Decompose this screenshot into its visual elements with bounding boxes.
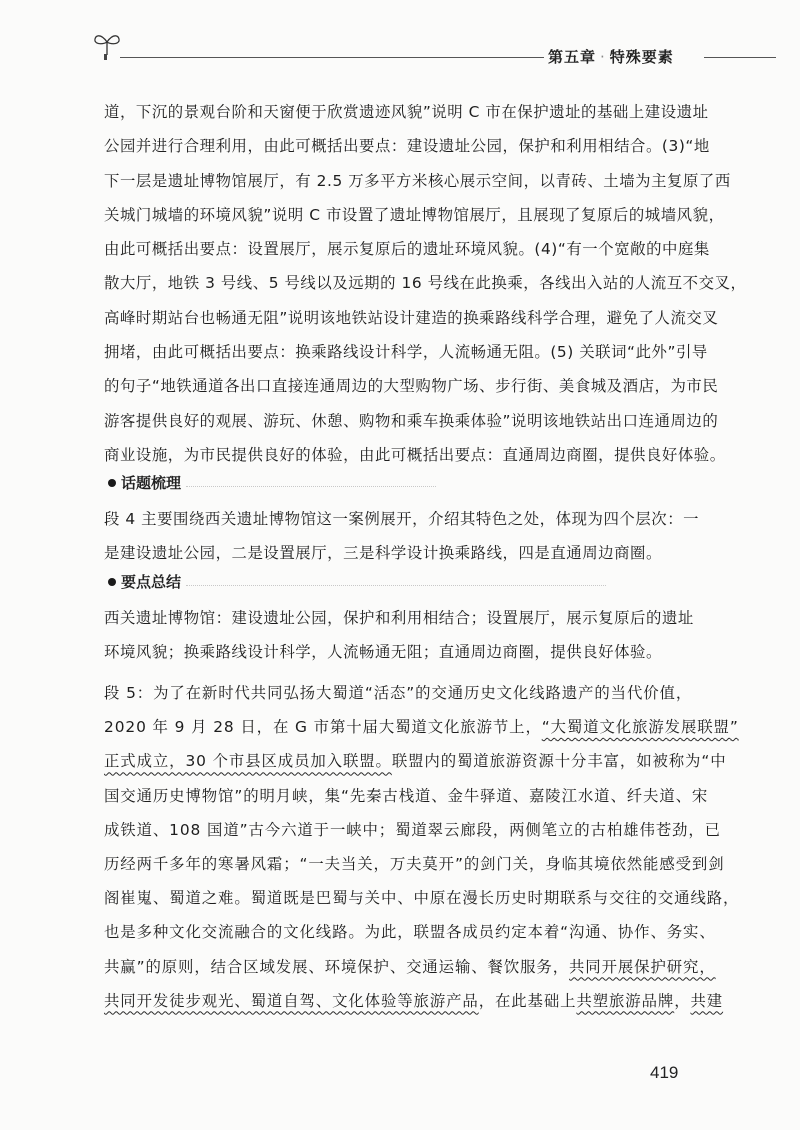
text-line: 段 5：为了在新时代共同弘扬大蜀道“活态”的交通历史文化线路遗产的当代价值， xyxy=(104,684,693,702)
text-line: 历经两千多年的寒暑风霜；“一夫当关，万夫莫开”的剑门关，身临其境依然能感受到剑 xyxy=(104,854,725,873)
text-span: 2020 年 9 月 28 日，在 G 市第十届大蜀道文化旅游节上， xyxy=(104,718,542,737)
underlined-phrase: 共建 xyxy=(690,991,724,1010)
summary-heading xyxy=(108,571,181,592)
text-line: 高峰时期站台也畅通无阻”说明该地铁站设计建造的换乘路线科学合理，避免了人流交叉 xyxy=(104,308,719,327)
underlined-phrase: 共同开展保护研究， xyxy=(569,957,716,976)
chapter-title: 特殊要素 xyxy=(609,48,674,66)
chapter-label: 第五章 xyxy=(548,48,597,66)
page-number: 419 xyxy=(650,1063,679,1082)
header-rule-right xyxy=(704,57,776,58)
text-line: 西关遗址博物馆：建设遗址公园，保护和利用相结合；设置展厅，展示复原后的遗址 xyxy=(104,609,694,627)
summary-paragraph xyxy=(104,601,694,670)
text-line: 关城门城墙的环境风貌”说明 C 市设置了遗址博物馆展厅，且展现了复原后的城墙风貌， xyxy=(104,205,725,224)
header-rule-left xyxy=(120,57,544,58)
text-line xyxy=(104,744,727,778)
text-span: 共赢”的原则，结合区域发展、环境保护、交通运输、餐饮服务， xyxy=(104,957,570,976)
text-line: 的句子“地铁通道各出口直接连通周边的大型购物广场、步行街、美食城及酒店，为市民 xyxy=(104,377,719,396)
bullet-icon xyxy=(108,578,116,586)
topic-paragraph xyxy=(104,502,700,571)
text-line: 游客提供良好的观展、游玩、休憩、购物和乘车换乘体验”说明该地铁站出口连通周边的 xyxy=(104,411,719,430)
dotted-rule xyxy=(186,486,436,487)
bullet-icon xyxy=(108,479,116,487)
text-line: 也是多种文化交流融合的文化线路。为此，联盟各成员约定本着“沟通、协作、务实、 xyxy=(104,923,716,942)
text-line xyxy=(104,984,724,1018)
text-line xyxy=(104,710,739,744)
chapter-heading: 第五章 · 特殊要素 xyxy=(548,48,674,66)
text-line: 阁崔嵬、蜀道之难。蜀道既是巴蜀与关中、中原在漫长历史时期联系与交往的交通线路， xyxy=(104,889,740,908)
dotted-rule xyxy=(186,585,606,586)
underlined-phrase: “大蜀道文化旅游发展联盟” xyxy=(541,718,739,737)
text-line: 成铁道、108 国道”古今六道于一峡中；蜀道翠云廊段，两侧笔立的古柏雄伟苍劲，已 xyxy=(104,820,721,839)
text-span: 联盟内的蜀道旅游资源十分丰富，如被称为“中 xyxy=(391,752,727,771)
text-line: 道，下沉的景观台阶和天窗便于欣赏遗迹风貌”说明 C 市在保护遗址的基础上建设遗址 xyxy=(104,103,709,121)
paragraph-analysis xyxy=(104,95,747,472)
text-line: 散大厅，地铁 3 号线、5 号线以及远期的 16 号线在此换乘，各线出入站的人流互不交叉， xyxy=(104,274,747,293)
underlined-phrase: 共同开发徒步观光、蜀道自驾、文化体验等旅游产品 xyxy=(104,991,479,1010)
text-line: 由此可概括出要点：设置展厅，展示复原后的遗址环境风貌。(4)“有一个宽敞的中庭集 xyxy=(104,240,710,259)
text-line: 国交通历史博物馆”的明月峡，集“先秦古栈道、金牛驿道、嘉陵江水道、纤夫道、宋 xyxy=(104,786,709,805)
header-dash xyxy=(104,54,107,60)
paragraph-5 xyxy=(104,676,740,1018)
underlined-phrase: 共塑旅游品牌 xyxy=(576,991,675,1010)
text-line: 拥堵，由此可概括出要点：换乘路线设计科学，人流畅通无阻。(5) 关联词“此外”引导 xyxy=(104,343,708,362)
sprout-icon xyxy=(92,30,122,56)
text-line: 环境风貌；换乘路线设计科学，人流畅通无阻；直通周边商圈，提供良好体验。 xyxy=(104,643,662,662)
text-span: ，在此基础上 xyxy=(478,991,577,1010)
summary-heading-text: 要点总结 xyxy=(121,573,182,591)
underlined-phrase: 正式成立，30 个市县区成员加入联盟。 xyxy=(104,752,392,771)
text-span: ， xyxy=(674,991,691,1010)
text-line: 商业设施，为市民提供良好的体验，由此可概括出要点：直通周边商圈，提供良好体验。 xyxy=(104,445,726,464)
text-line xyxy=(104,950,716,984)
text-line: 公园并进行合理利用，由此可概括出要点：建设遗址公园，保护和利用相结合。(3)“地 xyxy=(104,137,710,156)
topic-heading-text: 话题梳理 xyxy=(121,474,182,492)
topic-heading xyxy=(108,472,181,493)
text-line: 段 4 主要围绕西关遗址博物馆这一案例展开，介绍其特色之处，体现为四个层次：一 xyxy=(104,510,700,528)
text-line: 下一层是遗址博物馆展厅，有 2.5 万多平方米核心展示空间，以青砖、土墙为主复原了西 xyxy=(104,171,731,190)
text-line: 是建设遗址公园，二是设置展厅，三是科学设计换乘路线，四是直通周边商圈。 xyxy=(104,544,662,563)
